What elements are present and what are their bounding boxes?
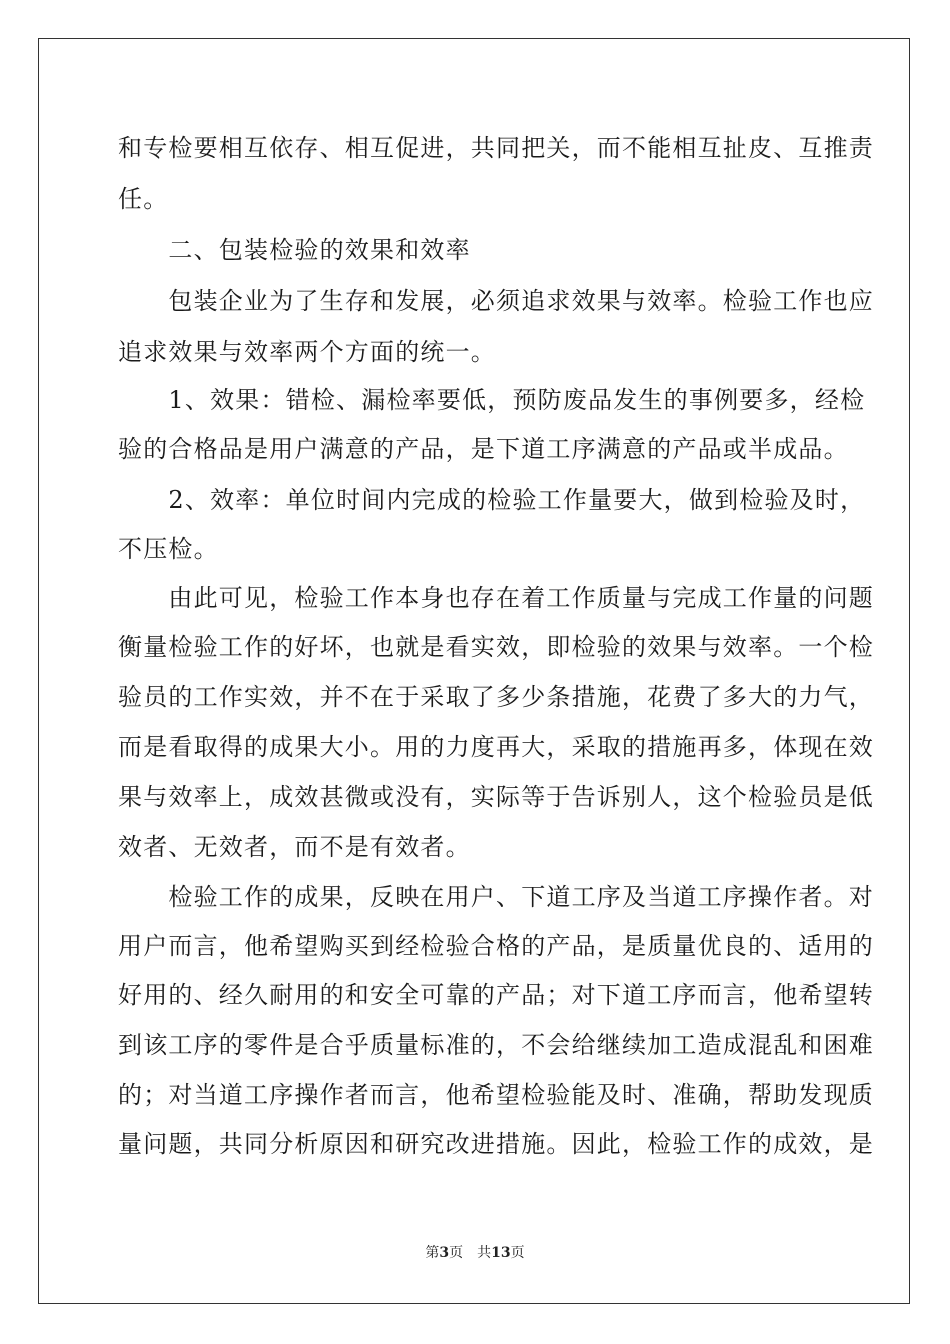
page-number-prefix: 第 xyxy=(425,1245,440,1261)
text-line: 2、效率：单位时间内完成的检验工作量要大，做到检验及时， xyxy=(118,486,866,514)
page-number-suffix: 页 xyxy=(449,1245,464,1261)
text-line: 和专检要相互依存、相互促进，共同把关，而不能相互扯皮、互推责 xyxy=(118,134,874,162)
text-line: 验的合格品是用户满意的产品，是下道工序满意的产品或半成品。 xyxy=(118,435,849,463)
text-line: 果与效率上，成效甚微或没有，实际等于告诉别人，这个检验员是低 xyxy=(118,783,874,811)
page-total-suffix: 页 xyxy=(510,1245,525,1261)
text-line: 用户而言，他希望购买到经检验合格的产品，是质量优良的、适用的 xyxy=(118,932,874,960)
text-line: 追求效果与效率两个方面的统一。 xyxy=(118,338,496,366)
text-line: 由此可见，检验工作本身也存在着工作质量与完成工作量的问题 xyxy=(118,584,874,612)
text-line: 1、效果：错检、漏检率要低，预防废品发生的事例要多，经检 xyxy=(118,386,866,414)
text-line: 效者、无效者，而不是有效者。 xyxy=(118,833,471,861)
text-line: 量问题，共同分析原因和研究改进措施。因此，检验工作的成效，是 xyxy=(118,1130,874,1158)
text-line: 验员的工作实效，并不在于采取了多少条措施，花费了多大的力气， xyxy=(118,683,874,711)
page-border xyxy=(38,38,910,1304)
text-line: 的；对当道工序操作者而言，他希望检验能及时、准确，帮助发现质 xyxy=(118,1081,874,1109)
text-line: 任。 xyxy=(118,185,169,213)
text-line: 包装企业为了生存和发展，必须追求效果与效率。检验工作也应 xyxy=(118,287,874,315)
text-line: 检验工作的成果，反映在用户、下道工序及当道工序操作者。对 xyxy=(118,883,874,911)
page-footer xyxy=(0,1244,950,1262)
text-line: 到该工序的零件是合乎质量标准的，不会给继续加工造成混乱和困难 xyxy=(118,1031,874,1059)
page-number-current: 3 xyxy=(439,1245,450,1261)
page-total: 13 xyxy=(491,1245,511,1261)
text-line: 衡量检验工作的好坏，也就是看实效，即检验的效果与效率。一个检 xyxy=(118,633,874,661)
text-line: 不压检。 xyxy=(118,535,219,563)
page-total-prefix: 共 xyxy=(477,1245,492,1261)
text-line: 而是看取得的成果大小。用的力度再大，采取的措施再多，体现在效 xyxy=(118,733,874,761)
text-line: 好用的、经久耐用的和安全可靠的产品；对下道工序而言，他希望转 xyxy=(118,981,874,1009)
section-heading: 二、包装检验的效果和效率 xyxy=(118,236,471,264)
